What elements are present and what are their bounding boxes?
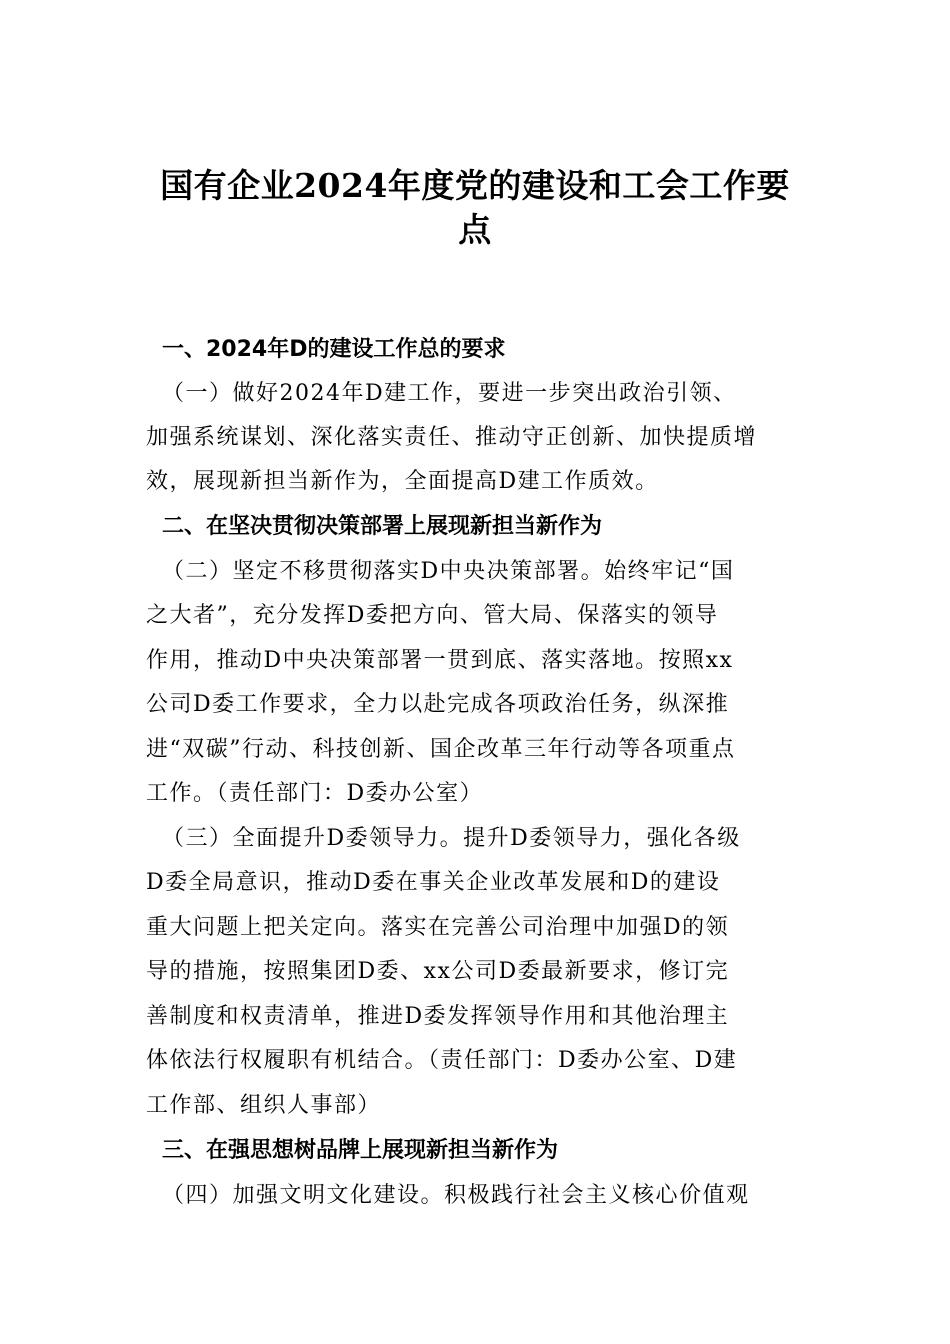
paragraph-line: 工作部、组织人事部） (146, 1093, 382, 1118)
paragraph-line: （一）做好2024年D建工作，要进一步突出政治引领、 (162, 381, 737, 406)
document-title-line-2: 点 (458, 210, 492, 249)
paragraph-line: 公司D委工作要求，全力以赴完成各项政治任务，纵深推 (146, 692, 730, 717)
paragraph-line: 之大者”，充分发挥D委把方向、管大局、保落实的领导 (146, 603, 719, 628)
paragraph-line: （二）坚定不移贯彻落实D中央决策部署。始终牢记“国 (162, 559, 735, 584)
paragraph-line: 重大问题上把关定向。落实在完善公司治理中加强D的领 (146, 915, 730, 940)
document-title-line-1: 国有企业2024年度党的建设和工会工作要 (160, 166, 790, 205)
paragraph-line: 善制度和权责清单，推进D委发挥领导作用和其他治理主 (146, 1004, 730, 1029)
paragraph-line: 体依法行权履职有机结合。（责任部门：D委办公室、D建 (146, 1048, 738, 1073)
paragraph-line: D委全局意识，推动D委在事关企业改革发展和D的建设 (146, 870, 721, 895)
section-heading-2: 二、在坚决贯彻决策部署上展现新担当新作为 (162, 514, 603, 539)
paragraph-line: 进“双碳”行动、科技创新、国企改革三年行动等各项重点 (146, 737, 736, 762)
section-heading-3: 三、在强思想树品牌上展现新担当新作为 (162, 1138, 559, 1163)
paragraph-line: 加强系统谋划、深化落实责任、推动守正创新、加快提质增 (146, 425, 758, 450)
paragraph-line: （四）加强文明文化建设。积极践行社会主义核心价值观 (162, 1183, 750, 1208)
section-heading-1: 一、2024年D的建设工作总的要求 (162, 337, 506, 362)
paragraph-line: （三）全面提升D委领导力。提升D委领导力，强化各级 (162, 826, 741, 851)
paragraph-line: 工作。（责任部门：D委办公室） (146, 781, 484, 806)
paragraph-line: 作用，推动D中央决策部署一贯到底、落实落地。按照xx (146, 648, 734, 673)
paragraph-line: 导的措施，按照集团D委、xx公司D委最新要求，修订完 (146, 959, 730, 984)
paragraph-line: 效，展现新担当新作为，全面提高D建工作质效。 (146, 469, 659, 494)
